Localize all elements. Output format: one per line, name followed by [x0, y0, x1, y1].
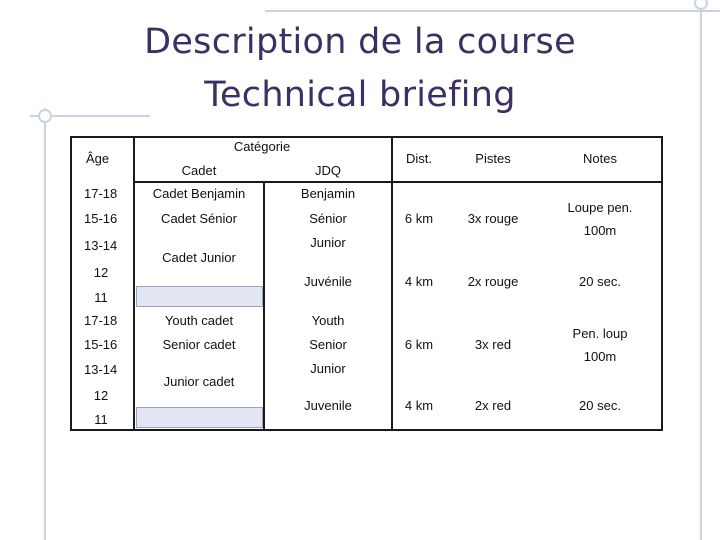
header-cadet: Cadet	[181, 163, 217, 178]
fr-jdq-juvenile: Juvénile	[304, 274, 352, 289]
en-cadet-senior: Senior cadet	[162, 337, 236, 352]
en-dist-2: 4 km	[404, 398, 434, 413]
en-age-12: 12	[93, 388, 109, 403]
decor-line-top	[265, 10, 720, 12]
fr-jdq-benjamin: Benjamin	[300, 186, 356, 201]
fr-age-13-14: 13-14	[84, 238, 118, 253]
fr-pistes-2: 2x rouge	[467, 274, 519, 289]
en-pistes-1: 3x red	[474, 337, 512, 352]
en-notes-1: Pen. loup	[572, 326, 628, 341]
en-notes-3: 20 sec.	[579, 398, 621, 413]
decor-line-left-v	[44, 108, 46, 540]
fr-age-11: 11	[94, 290, 108, 305]
cadet-column-rule	[263, 181, 265, 431]
header-age: Âge	[86, 151, 110, 166]
en-jdq-youth: Youth	[311, 313, 345, 328]
fr-dist-1: 6 km	[404, 211, 434, 226]
en-notes-2: 100m	[583, 349, 617, 364]
en-age-15-16: 15-16	[84, 337, 118, 352]
en-cadet-junior: Junior cadet	[163, 374, 235, 389]
fr-pistes-1: 3x rouge	[467, 211, 519, 226]
en-pistes-2: 2x red	[474, 398, 512, 413]
empty-cell-fr	[136, 286, 263, 307]
fr-notes-1: Loupe pen.	[567, 200, 633, 215]
fr-age-15-16: 15-16	[84, 211, 118, 226]
slide-title-line2: Technical briefing	[204, 75, 516, 115]
fr-dist-2: 4 km	[404, 274, 434, 289]
header-categorie: Catégorie	[233, 139, 291, 154]
en-dist-1: 6 km	[404, 337, 434, 352]
en-jdq-junior: Junior	[310, 361, 346, 376]
en-cadet-youth: Youth cadet	[164, 313, 234, 328]
decor-circle-right	[694, 0, 708, 10]
slide-title-line1: Description de la course	[144, 22, 576, 62]
fr-cadet-senior: Cadet Sénior	[161, 211, 237, 226]
en-jdq-senior: Senior	[309, 337, 347, 352]
header-notes: Notes	[583, 151, 617, 166]
fr-age-17-18: 17-18	[84, 186, 118, 201]
fr-notes-3: 20 sec.	[579, 274, 621, 289]
table-frame-age	[70, 136, 135, 431]
en-age-11: 11	[94, 412, 108, 427]
fr-notes-2: 100m	[583, 223, 617, 238]
fr-jdq-junior: Junior	[310, 235, 346, 250]
categorie-header-rule	[133, 181, 393, 183]
fr-cadet-benjamin: Cadet Benjamin	[152, 186, 246, 201]
fr-cadet-junior: Cadet Junior	[162, 250, 236, 265]
header-rule-details	[391, 181, 663, 183]
header-dist: Dist.	[406, 151, 432, 166]
en-age-17-18: 17-18	[84, 313, 118, 328]
header-pistes: Pistes	[475, 151, 511, 166]
en-age-13-14: 13-14	[84, 362, 118, 377]
empty-cell-en	[136, 407, 263, 428]
fr-age-12: 12	[93, 265, 109, 280]
fr-jdq-senior: Sénior	[309, 211, 347, 226]
en-jdq-juvenile: Juvenile	[304, 398, 352, 413]
header-jdq: JDQ	[315, 163, 341, 178]
